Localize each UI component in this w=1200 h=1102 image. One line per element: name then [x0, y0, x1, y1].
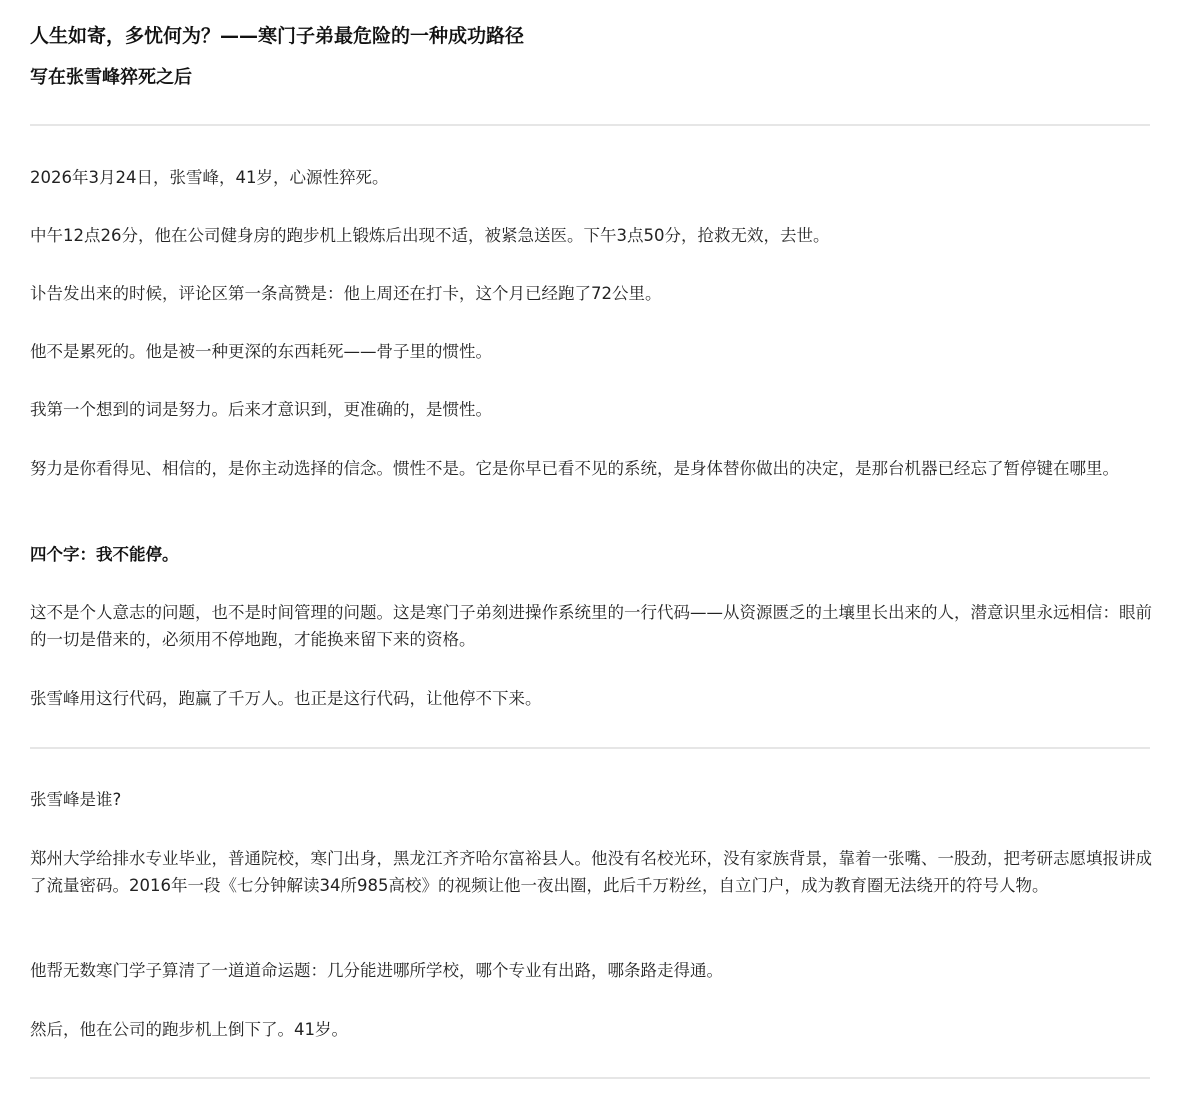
article-subtitle: 写在张雪峰猝死之后 [30, 67, 192, 88]
emphasis-paragraph: 四个字：我不能停。 [30, 545, 179, 564]
paragraph: 努力是你看得见、相信的，是你主动选择的信念。惯性不是。它是你早已看不见的系统，是身体替你做出的决定，是那台机器已经忘了暂停键在哪里。 [30, 459, 1119, 478]
paragraph: 这不是个人意志的问题，也不是时间管理的问题。这是寒门子弟刻进操作系统里的一行代码——从资源匮乏的土壤里长出来的人，潜意识里永远相信：眼前的一切是借来的，必须用不停地跑，才能换来留下来的资格。 [30, 603, 1152, 649]
section-divider [30, 124, 1150, 126]
paragraph: 2026年3月24日，张雪峰，41岁，心源性猝死。 [30, 168, 389, 187]
paragraph: 他不是累死的。他是被一种更深的东西耗死——骨子里的惯性。 [30, 342, 492, 361]
paragraph: 我第一个想到的词是努力。后来才意识到，更准确的，是惯性。 [30, 400, 492, 419]
article-title: 人生如寄，多忧何为？——寒门子弟最危险的一种成功路径 [30, 25, 525, 47]
section-heading-question: 张雪峰是谁? [30, 790, 122, 809]
paragraph: 张雪峰用这行代码，跑赢了千万人。也正是这行代码，让他停不下来。 [30, 689, 542, 708]
paragraph: 中午12点26分，他在公司健身房的跑步机上锻炼后出现不适，被紧急送医。下午3点50分，抢救无效，去世。 [30, 226, 830, 245]
paragraph: 然后，他在公司的跑步机上倒下了。41岁。 [30, 1020, 348, 1039]
paragraph: 郑州大学给排水专业毕业，普通院校，寒门出身，黑龙江齐齐哈尔富裕县人。他没有名校光环，没有家族背景，靠着一张嘴、一股劲，把考研志愿填报讲成了流量密码。2016年一段《七分钟解读34所985高校》的视频让他一夜出圈，此后千万粉丝，自立门户，成为教育圈无法绕开的符号人物。 [30, 849, 1152, 895]
paragraph: 他帮无数寒门学子算清了一道道命运题：几分能进哪所学校，哪个专业有出路，哪条路走得通。 [30, 961, 723, 980]
section-divider [30, 1077, 1150, 1079]
section-divider [30, 747, 1150, 749]
paragraph: 讣告发出来的时候，评论区第一条高赞是：他上周还在打卡，这个月已经跑了72公里。 [30, 284, 662, 303]
